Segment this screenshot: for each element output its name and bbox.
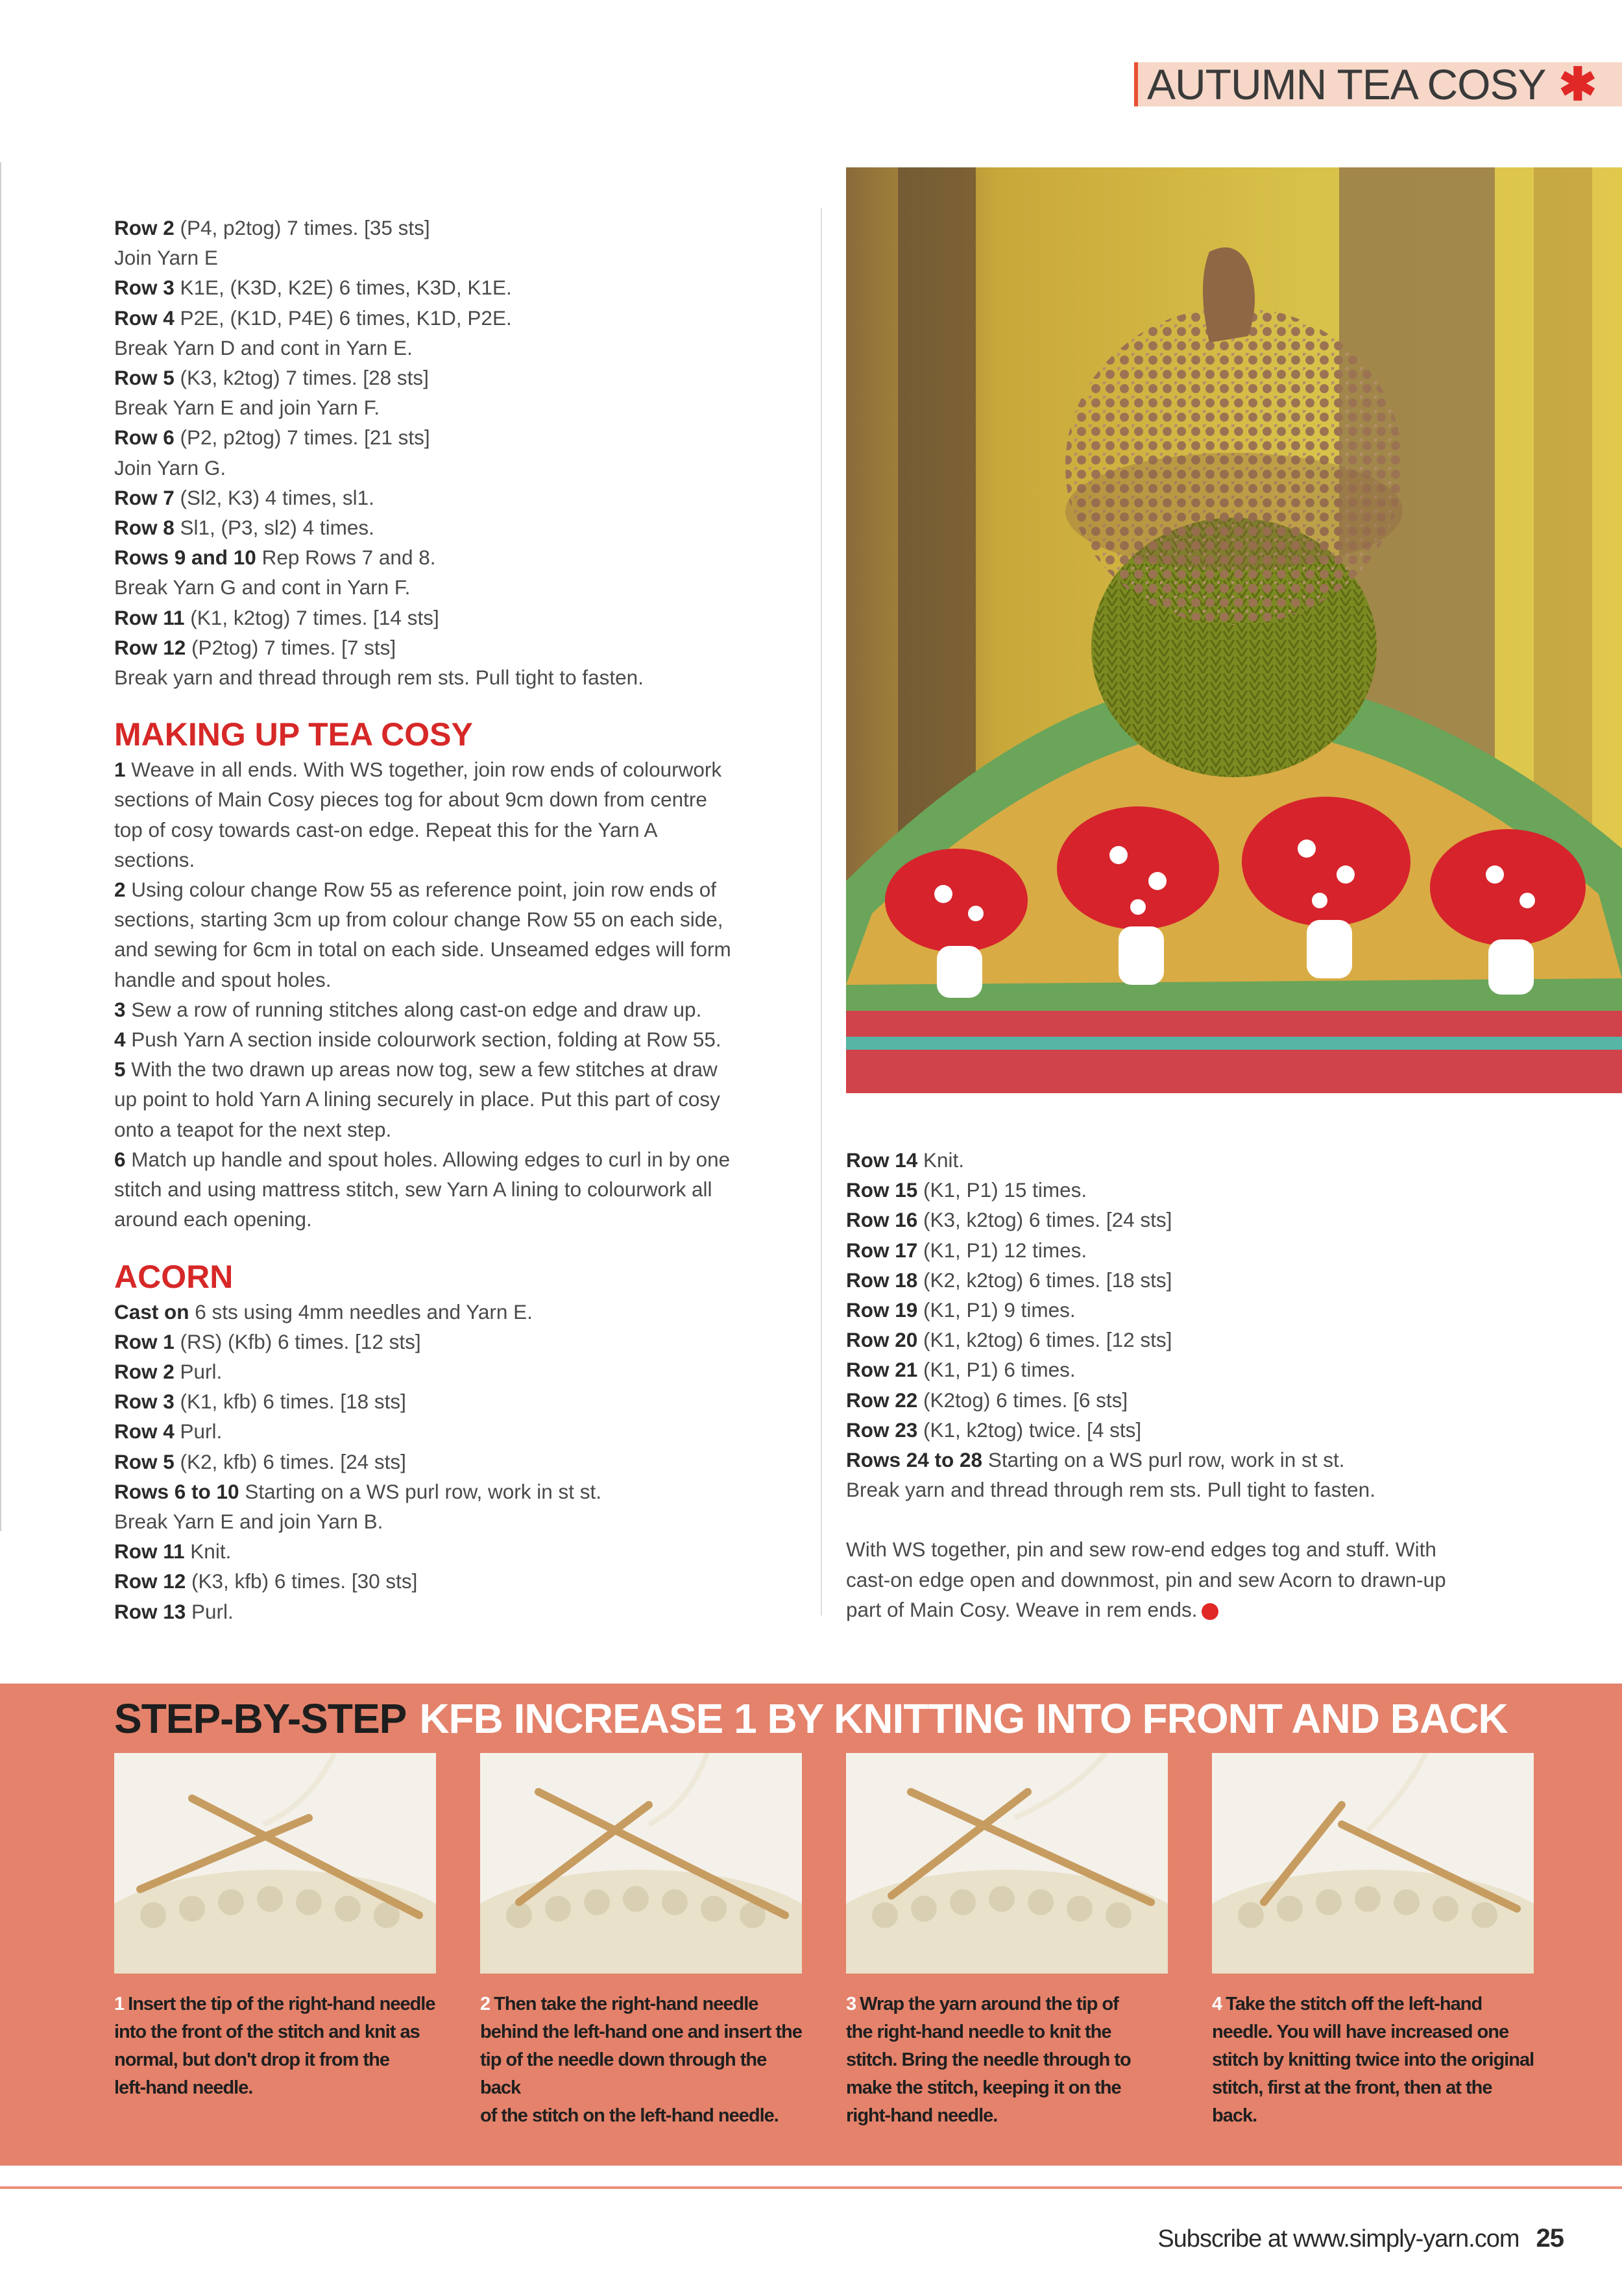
page-number: 25 [1536,2224,1564,2253]
row-label: Row 22 [846,1388,918,1412]
instruction-line [114,1054,815,1084]
row-text: up point to hold Yarn A lining securely in place. Put this part of cosy [114,1087,720,1111]
row-text: Break yarn and thread through rem sts. Pull tight to fasten. [114,666,644,690]
row-label: 4 [114,1028,126,1052]
instruction-line [114,875,815,904]
caption-line [114,2046,439,2074]
caption-text: normal, but don't drop it from the [114,2049,389,2070]
row-text: (K3, k2tog) 7 times. [28 sts] [174,366,429,390]
finish-line [846,1595,1592,1625]
step-title-b: KFB INCREASE 1 BY KNITTING INTO FRONT AND BACK [419,1695,1508,1742]
row-label: Row 15 [846,1178,918,1202]
instruction-line [846,1205,1592,1235]
instruction-line [114,213,815,243]
row-text: Break yarn and thread through rem sts. Pull tight to fasten. [846,1478,1375,1502]
instruction-line [846,1445,1592,1475]
row-text: (K3, k2tog) 6 times. [24 sts] [917,1208,1172,1232]
row-text: Starting on a WS purl row, work in st st. [239,1479,602,1503]
caption-text: Take the stitch off the left-hand [1226,1994,1483,2014]
row-text: sections. [114,847,195,871]
row-label: Row 1 [114,1329,175,1353]
instruction-line [114,1204,815,1234]
caption-line [114,1990,439,2018]
row-label: 5 [114,1057,126,1082]
instruction-line [846,1175,1592,1205]
row-text: 6 sts using 4mm needles and Yarn E. [189,1299,533,1323]
row-label: Row 6 [114,426,175,450]
step-1-caption [114,1990,439,2102]
instruction-line [114,784,815,814]
row-text: Sew a row of running stitches along cast-on edge and draw up. [125,997,702,1021]
caption-line [846,1990,1170,2018]
row-label: Rows 24 to 28 [846,1448,983,1472]
instruction-line [114,1536,815,1566]
instruction-line [114,1084,815,1114]
instruction-line [114,1357,815,1386]
row-text: (K1, P1) 15 times. [917,1178,1087,1202]
instruction-line [846,1355,1592,1384]
row-label: Row 11 [114,1540,185,1564]
instruction-line [846,1385,1592,1415]
subscribe-link[interactable]: Subscribe at www.simply-yarn.com [1157,2225,1519,2253]
acorn-heading: ACORN [114,1258,234,1295]
row-text: sections, starting 3cm up from colour change Row 55 on each side, [114,908,723,932]
caption-line [846,2018,1170,2046]
acorn-instructions-cont [846,1145,1592,1504]
caption-text: Insert the tip of the right-hand needle [128,1994,435,2014]
caption-line [480,2102,805,2130]
row-text: and sewing for 6cm in total on each side. Unseamed edges will form [114,937,731,961]
row-text: Knit. [184,1540,232,1564]
pattern-rows-top [114,213,815,692]
acorn-instructions [114,1297,815,1626]
row-text: Purl. [186,1599,234,1623]
caption-text: Wrap the yarn around the tip of [860,1994,1119,2014]
caption-line [480,2018,805,2046]
caption-line [846,2046,1170,2074]
instruction-line [114,513,815,542]
step-number: 1 [114,1994,125,2014]
instruction-line [114,633,815,662]
row-text: Weave in all ends. With WS together, join row ends of colourwork [125,758,722,782]
row-label: Row 5 [114,366,175,390]
row-label: 3 [114,997,126,1021]
row-text: (K3, kfb) 6 times. [30 sts] [186,1569,418,1593]
row-label: Row 4 [114,1420,175,1444]
step-4-photo [1212,1753,1534,1974]
row-label: Rows 6 to 10 [114,1479,239,1503]
caption-text: behind the left-hand one and insert the [480,2022,802,2042]
row-label: Row 2 [114,1359,175,1383]
row-text: (K1, k2tog) twice. [4 sts] [917,1418,1142,1442]
row-text: (K2, kfb) 6 times. [24 sts] [174,1449,406,1473]
instruction-line [114,845,815,875]
row-label: Row 12 [114,1569,186,1593]
row-label: Row 17 [846,1238,918,1262]
row-text: Break Yarn D and cont in Yarn E. [114,335,413,359]
row-text: (K1, k2tog) 6 times. [12 sts] [917,1328,1172,1352]
row-label: 2 [114,878,126,902]
row-text: Join Yarn E [114,246,218,270]
instruction-line [114,603,815,633]
row-label: Row 14 [846,1148,918,1172]
caption-text: stitch, first at the front, then at the back. [1212,2077,1492,2126]
row-text: Purl. [174,1420,223,1444]
row-text: onto a teapot for the next step. [114,1117,392,1141]
instruction-line [846,1265,1592,1295]
row-text: sections of Main Cosy pieces tog for about 9cm down from centre [114,788,707,812]
caption-line [846,2074,1170,2102]
spacer [114,692,815,701]
caption-text: stitch by knitting twice into the original [1212,2049,1534,2070]
instruction-line [114,995,815,1024]
asterisk-icon: ✱ [1558,59,1597,110]
spacer [846,1504,1592,1534]
row-text: (K1, k2tog) 7 times. [14 sts] [184,605,439,629]
column-divider [821,208,822,1615]
caption-text: Then take the right-hand needle [494,1994,758,2014]
instruction-line [114,483,815,513]
caption-line [480,2046,805,2102]
step-2-photo [480,1753,802,1974]
row-text: (Sl2, K3) 4 times, sl1. [174,485,374,509]
finish-line: cast-on edge open and downmost, pin and sew Acorn to drawn-up [846,1567,1446,1591]
section-title: AUTUMN TEA COSY [1147,60,1546,108]
caption-line [114,2018,439,2046]
row-text: Match up handle and spout holes. Allowing edges to curl in by one [125,1147,731,1171]
row-label: Row 13 [114,1599,186,1623]
row-label: Cast on [114,1299,189,1323]
step-3-caption [846,1990,1170,2130]
instruction-line [114,422,815,452]
instruction-line [114,572,815,602]
tea-cosy-photo [846,167,1622,1093]
making-up-heading: MAKING UP TEA COSY [114,716,473,753]
row-text: around each opening. [114,1207,312,1231]
instruction-line [114,243,815,272]
instruction-line [846,1475,1592,1504]
instruction-line [114,1297,815,1327]
row-text: P2E, (K1D, P4E) 6 times, K1D, P2E. [174,306,512,330]
instruction-line [846,1235,1592,1265]
instruction-line [114,363,815,393]
caption-text: left-hand needle. [114,2077,253,2098]
instruction-line [114,1115,815,1144]
instruction-line [114,1327,815,1357]
making-up-instructions [114,755,815,1234]
caption-line [1212,2046,1536,2074]
row-text: (K1, P1) 12 times. [917,1238,1087,1262]
row-text: Break Yarn E and join Yarn B. [114,1509,383,1533]
right-column [846,1145,1592,1625]
step-number: 4 [1212,1994,1222,2014]
row-text: Join Yarn G. [114,455,226,479]
finishing-instructions [846,1534,1592,1625]
row-text: (K2tog) 6 times. [6 sts] [917,1388,1128,1412]
instruction-line [114,393,815,422]
instruction-line [114,965,815,995]
row-text: Starting on a WS purl row, work in st st. [982,1448,1345,1472]
instruction-line [114,934,815,964]
row-text: (K1, kfb) 6 times. [18 sts] [174,1390,406,1414]
row-label: Row 21 [846,1358,918,1382]
row-label: Row 4 [114,306,175,330]
instruction-line [114,1447,815,1477]
row-label: Row 23 [846,1418,918,1442]
instruction-line [114,1566,815,1596]
row-text: Knit. [917,1148,965,1172]
row-label: Row 5 [114,1449,175,1473]
row-text: (K1, P1) 6 times. [917,1358,1076,1382]
row-text: (P2, p2tog) 7 times. [21 sts] [174,426,430,450]
caption-text: needle. You will have increased one [1212,2022,1509,2042]
caption-text: right-hand needle. [846,2105,998,2126]
instruction-line [114,1597,815,1626]
caption-text: tip of the needle down through the back [480,2049,767,2098]
row-text: (RS) (Kfb) 6 times. [12 sts] [174,1329,421,1353]
step-2-caption [480,1990,805,2130]
caption-line [1212,2074,1536,2130]
row-text: handle and spout holes. [114,967,332,991]
step-4-caption [1212,1990,1536,2130]
instruction-line [114,1506,815,1536]
row-text: Purl. [174,1359,223,1383]
row-text: stitch and using mattress stitch, sew Yarn A lining to colourwork all [114,1178,712,1202]
instruction-line [114,1386,815,1416]
step-3-photo [846,1753,1168,1974]
row-text: Using colour change Row 55 as reference point, join row ends of [125,878,717,902]
row-text: (K1, P1) 9 times. [917,1298,1076,1322]
instruction-line [114,662,815,692]
row-label: 6 [114,1147,126,1171]
instruction-line [114,1174,815,1204]
caption-line [1212,1990,1536,2018]
instruction-line [114,755,815,784]
header-tab [1134,59,1622,110]
end-mark-icon [1202,1603,1218,1620]
row-text: Sl1, (P3, sl2) 4 times. [174,516,374,540]
caption-text: the right-hand needle to knit the [846,2022,1111,2042]
row-label: Row 8 [114,516,175,540]
row-label: Row 3 [114,1390,175,1414]
finish-text: part of Main Cosy. Weave in rem ends. [846,1597,1198,1621]
step-title-a: STEP-BY-STEP [114,1695,407,1742]
caption-line [114,2074,439,2102]
row-label: Row 11 [114,605,185,629]
row-text: (P2tog) 7 times. [7 sts] [186,635,396,659]
step-number: 3 [846,1994,856,2014]
row-text: Push Yarn A section inside colourwork section, folding at Row 55. [125,1028,721,1052]
row-text: top of cosy towards cast-on edge. Repeat this for the Yarn A [114,817,658,841]
instruction-line [114,542,815,572]
row-text: K1E, (K3D, K2E) 6 times, K3D, K1E. [174,276,512,300]
finish-line: With WS together, pin and sew row-end edges tog and stuff. With [846,1538,1436,1562]
instruction-line [114,453,815,483]
row-text: Break Yarn G and cont in Yarn F. [114,575,411,599]
footer [1157,2224,1564,2253]
left-divider [0,162,1,1531]
row-text: (P4, p2tog) 7 times. [35 sts] [174,216,430,239]
step-number: 2 [480,1994,490,2014]
instruction-line [846,1295,1592,1325]
row-text: Break Yarn E and join Yarn F. [114,396,380,420]
caption-line [846,2102,1170,2130]
row-label: Rows 9 and 10 [114,546,256,570]
caption-text: stitch. Bring the needle through to [846,2049,1131,2070]
instruction-line [114,1416,815,1446]
instruction-line [846,1415,1592,1445]
caption-line [1212,2018,1536,2046]
footer-divider [0,2186,1622,2189]
step-by-step-title [114,1695,1508,1743]
instruction-line [846,1325,1592,1355]
row-label: Row 7 [114,485,175,509]
caption-line [480,1990,805,2018]
row-text: Rep Rows 7 and 8. [256,546,436,570]
caption-text: of the stitch on the left-hand needle. [480,2105,779,2126]
row-label: Row 20 [846,1328,918,1352]
row-label: Row 3 [114,276,175,300]
spacer [114,1235,815,1244]
instruction-line [114,815,815,845]
instruction-line [114,1024,815,1054]
row-label: Row 18 [846,1268,918,1292]
instruction-line [114,904,815,934]
instruction-line [114,333,815,363]
row-text: (K2, k2tog) 6 times. [18 sts] [917,1268,1172,1292]
instruction-line [846,1145,1592,1175]
row-label: 1 [114,758,126,782]
step-1-photo [114,1753,436,1974]
instruction-line [114,303,815,333]
row-label: Row 2 [114,216,175,239]
caption-text: make the stitch, keeping it on the [846,2077,1121,2098]
row-label: Row 16 [846,1208,918,1232]
instruction-line [114,272,815,302]
row-label: Row 19 [846,1298,918,1322]
instruction-line [114,1144,815,1174]
row-label: Row 12 [114,635,186,659]
left-column [114,213,815,1626]
row-text: With the two drawn up areas now tog, sew a few stitches at draw [125,1057,718,1082]
caption-text: into the front of the stitch and knit as [114,2022,420,2042]
instruction-line [114,1477,815,1506]
